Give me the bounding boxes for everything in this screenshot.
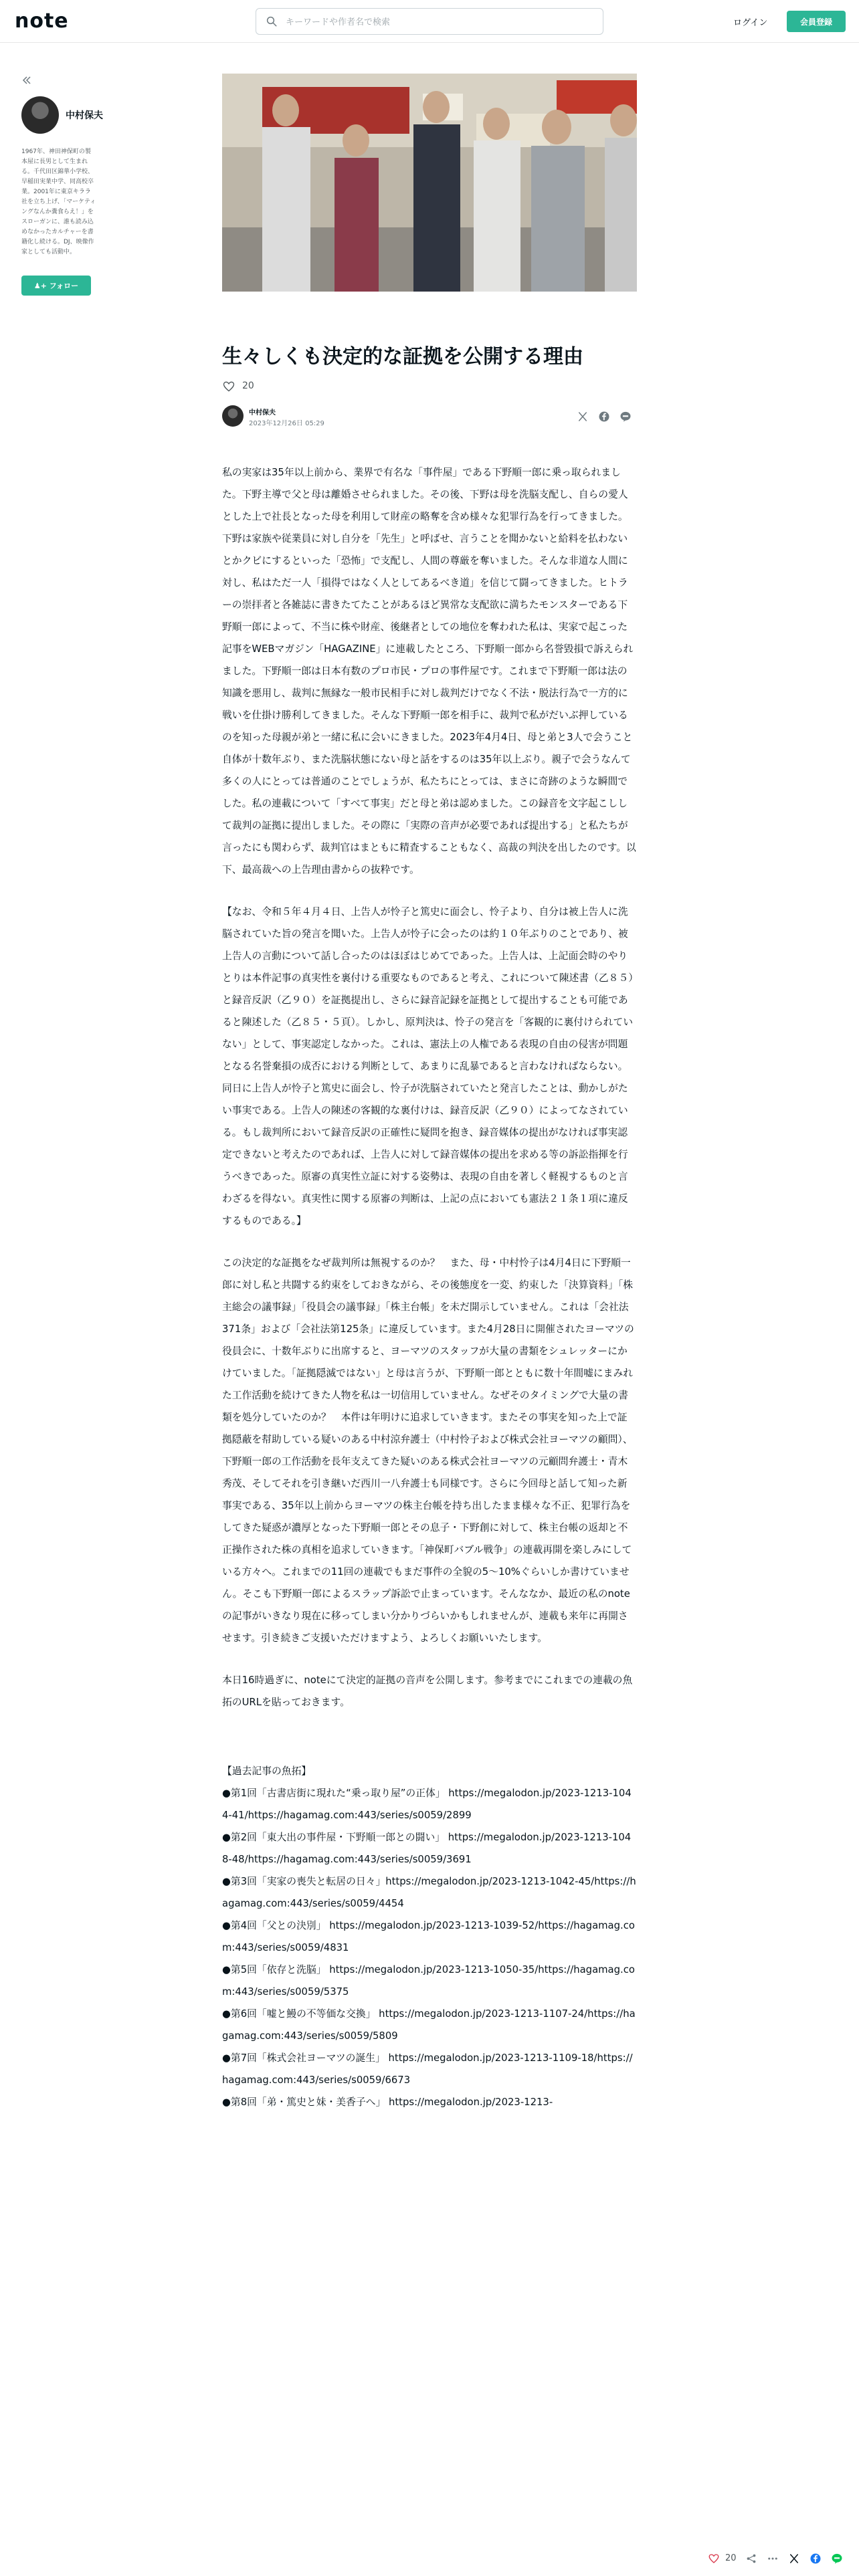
follow-button[interactable] [21,276,91,296]
archive-item[interactable]: ●第4回「父との決別」 https://megalodon.jp/2023-1213-1039-52/https://hagamag.com:443/series/s0059/4831 [222,1920,635,1953]
more-icon[interactable] [767,2553,779,2565]
floating-action-bar [702,2549,859,2568]
note-logo[interactable]: note [15,9,69,33]
heart-icon[interactable] [222,380,235,393]
site-header [0,0,859,43]
search-box[interactable] [256,8,603,35]
archive-item[interactable]: ●第3回「実家の喪失と転居の日々」https://megalodon.jp/2023-1213-1042-45/https://hagamag.com:443/series/s0059/4454 [222,1876,636,1909]
author-avatar[interactable] [21,96,59,134]
author-name[interactable]: 中村保夫 [66,110,103,121]
floating-like-count: 20 [725,2553,737,2563]
follow-label: フォロー [49,282,79,290]
signup-button[interactable]: 会員登録 [787,11,846,32]
archive-item[interactable]: ●第5回「依存と洗脳」 https://megalodon.jp/2023-1213-1050-35/https://hagamag.com:443/series/s0059/5375 [222,1964,635,1998]
x-share-icon[interactable] [788,2553,800,2565]
share-icon[interactable] [745,2553,757,2565]
like-count: 20 [242,381,254,391]
archive-item[interactable]: ●第2回「東大出の事件屋・下野順一郎との闘い」 https://megalodon.jp/2023-1213-1048-48/https://hagamag.com:443/series/s0059/3691 [222,1832,632,1865]
author-bio: 1967年、神田神保町の製本屋に長男として生まれる。千代田区錦華小学校、早稲田実業中学、同高校卒業。2001年に東京キララ社を立ち上げ、「マーケティングなんか糞食らえ！」をスローガンに、誰も読み込めなかったカルチャーを書籍化し続ける。DJ、映像作家としても活動中。 [21,148,96,255]
body-paragraph: 私の実家は35年以上前から、業界で有名な「事件屋」である下野順一郎に乗っ取られました。下野主導で父と母は離婚させられました。その後、下野は母を洗脳支配し、自らの愛人とした上で社長となった母を利用して財産の略奪を含め様々な犯罪行為を行ってきました。下野は家族や従業員に対し自分を「先生」と呼ばせ、言うことを聞かないと給料を払わないとかクビにするといった「恐怖」で支配し、人間の尊厳を奪いました。そんな非道な人間に対し、私はただ一人「損得ではなく人としてあるべき道」を信じて闘ってきました。ヒトラーの崇拝者と各雑誌に書きたてたことがあるほど異常な支配欲に満ちたモンスターである下野順一郎によって、不当に株や財産、後継者としての地位を奪われた私は、実家で起こった記事をWEBマガジン「HAGAZINE」に連載したところ、下野順一郎から名誉毀損で訴えられました。下野順一郎は日本有数のプロ市民・プロの事件屋です。これまで下野順一郎は法の知識を悪用し、裁判に無縁な一般市民相手に対し裁判だけでなく不法・脱法行為で一方的に戦いを仕掛け勝利してきました。そんな下野順一郎を相手に、裁判で私がだいぶ押しているのを知った母親が弟と一緒に私に会いにきました。2023年4月4日、母と弟と3人で会うこと自体が十数年ぶり、また洗脳状態にない母と話をするのは35年以上ぶり。親子で会うなんて多くの人にとっては普通のことでしょうが、私たちにとっては、まさに奇跡のような瞬間でした。私の連載について「すべて事実」だと母と弟は認めました。この録音を文字起こしして裁判の証拠に提出しました。その際に「実際の音声が必要であれば提出する」と私たちが言ったにも関わらず、裁判官はまともに精査することもなく、高裁の判決を出したのです。以下、最高裁への上告理由書からの抜粋です。 [222,467,636,875]
login-link[interactable]: ログイン [733,18,768,28]
article-body [222,461,637,2113]
body-paragraph: この決定的な証拠をなぜ裁判所は無視するのか？ また、母・中村怜子は4月4日に下野順一郎に対し私と共闘する約束をしておきながら、その後態度を一変、約束した「決算資料」「株主総会の議事録」「役員会の議事録」「株主台帳」を未だ開示していません。これは「会社法371条」および「会社法第125条」に違反しています。また4月28日に開催されたヨーマツの役員会に、十数年ぶりに出席すると、ヨーマツのスタッフが大量の書類をシュレッターにかけていました。「証拠隠滅ではない」と母は言うが、下野順一郎とともに数十年間嘘にまみれた工作活動を続けてきた人物を私は一切信用していません。なぜそのタイミングで大量の書類を処分していたのか？ 本件は年明けに追求していきます。またその事実を知った上で証拠隠蔽を幇助している疑いのある中村涼弁護士（中村怜子および株式会社ヨーマツの顧問）、下野順一郎の工作活動を長年支えてきた疑いのある株式会社ヨーマツの元顧問弁護士・青木秀茂、そしてそれを引き継いだ西川一八弁護士も同様です。さらに今回母と話して知った新事実である、35年以上前からヨーマツの株主台帳を持ち出したまま様々な不正、犯罪行為をしてきた疑惑が濃厚となった下野順一郎とその息子・下野創に対して、株主台帳の返却と不正操作された株の真相を追求していきます。「神保町バブル戦争」の連載再開を楽しみにしている方々へ。これまでの11回の連載でもまだ事件の全貌の5〜10%ぐらいしか書けていません。そこも下野順一郎によるスラップ訴訟で止まっています。そんななか、最近の私のnoteの記事がいきなり現在に移ってしまい分かりづらいかもしれませんが、連載も来年に再開させます。引き続きご支援いただけますよう、よろしくお願いいたします。 [222,1257,634,1644]
archive-item[interactable]: ●第6回「嘘と鰻の不等価な交換」 https://megalodon.jp/2023-1213-1107-24/https://hagamag.com:443/series/s0059/5809 [222,2008,636,2042]
facebook-share-icon[interactable] [598,411,610,423]
article-meta [222,405,637,428]
line-share-icon[interactable] [619,411,632,423]
person-plus-icon: ♟+ [33,282,47,290]
author-avatar-small[interactable] [222,405,244,427]
x-share-icon[interactable] [577,411,589,423]
meta-author-name[interactable]: 中村保夫 [249,409,276,417]
facebook-share-icon[interactable] [809,2553,822,2565]
search-input[interactable] [284,13,595,31]
collapse-sidebar-icon[interactable] [21,75,32,86]
archive-heading: 【過去記事の魚拓】 [222,1765,312,1777]
search-icon [266,15,278,27]
group-photo-illustration [222,74,637,292]
hero-photo [222,74,637,292]
article-title: 生々しくも決定的な証拠を公開する理由 [222,345,583,368]
line-share-icon[interactable] [831,2553,843,2565]
archive-item[interactable]: ●第1回「古書店街に現れた“乗っ取り屋”の正体」 https://megalodon.jp/2023-1213-1044-41/https://hagamag.com:443/series/s0059/2899 [222,1788,632,1821]
archive-item[interactable]: ●第8回「弟・篤史と妹・美香子へ」 https://megalodon.jp/2023-1213- [222,2097,553,2108]
publish-date: 2023年12月26日 05:29 [249,420,324,427]
heart-icon[interactable] [708,2553,720,2565]
archive-item[interactable]: ●第7回「株式会社ヨーマツの誕生」 https://megalodon.jp/2023-1213-1109-18/https://hagamag.com:443/series/s0059/6673 [222,2052,633,2086]
quote-paragraph: 【なお、令和５年４月４日、上告人が怜子と篤史に面会し、怜子より、自分は被上告人に洗脳されていた旨の発言を聞いた。上告人が怜子に会ったのは約１０年ぶりのことであり、被上告人の言動について話し合ったのはほぼはじめてであった。上告人は、上記面会時のやりとりは本件記事の真実性を裏付ける重要なものであると考え、これについて陳述書（乙８５）と録音反訳（乙９０）を証拠提出し、さらに録音記録を証拠として提出することも可能であると陳述した（乙８５・５頁）。しかし、原判決は、怜子の発言を「客観的に裏付けられていない」として、事実認定しなかった。これは、憲法上の人権である表現の自由の侵害が問題となる名誉棄損の成否における判断として、あまりに乱暴であると言わなければならない。同日に上告人が怜子と篤史に面会し、怜子が洗脳されていたと発言したことは、動かしがたい事実である。上告人の陳述の客観的な裏付けは、録音反訳（乙９０）によってなされている。もし裁判所において録音反訳の正確性に疑問を抱き、録音媒体の提出がなければ事実認定できないと考えたのであれば、上告人に対して録音媒体の提出を求める等の訴訟指揮を行うべきであった。原審の真実性立証に対する姿勢は、表現の自由を著しく軽視するものと言わざるを得ない。真実性に関する原審の判断は、上記の点においても憲法２１条１項に違反するものである。】 [222,906,634,1226]
body-paragraph: 本日16時過ぎに、noteにて決定的証拠の音声を公開します。参考までにこれまでの連載の魚拓のURLを貼っておきます。 [222,1675,633,1708]
